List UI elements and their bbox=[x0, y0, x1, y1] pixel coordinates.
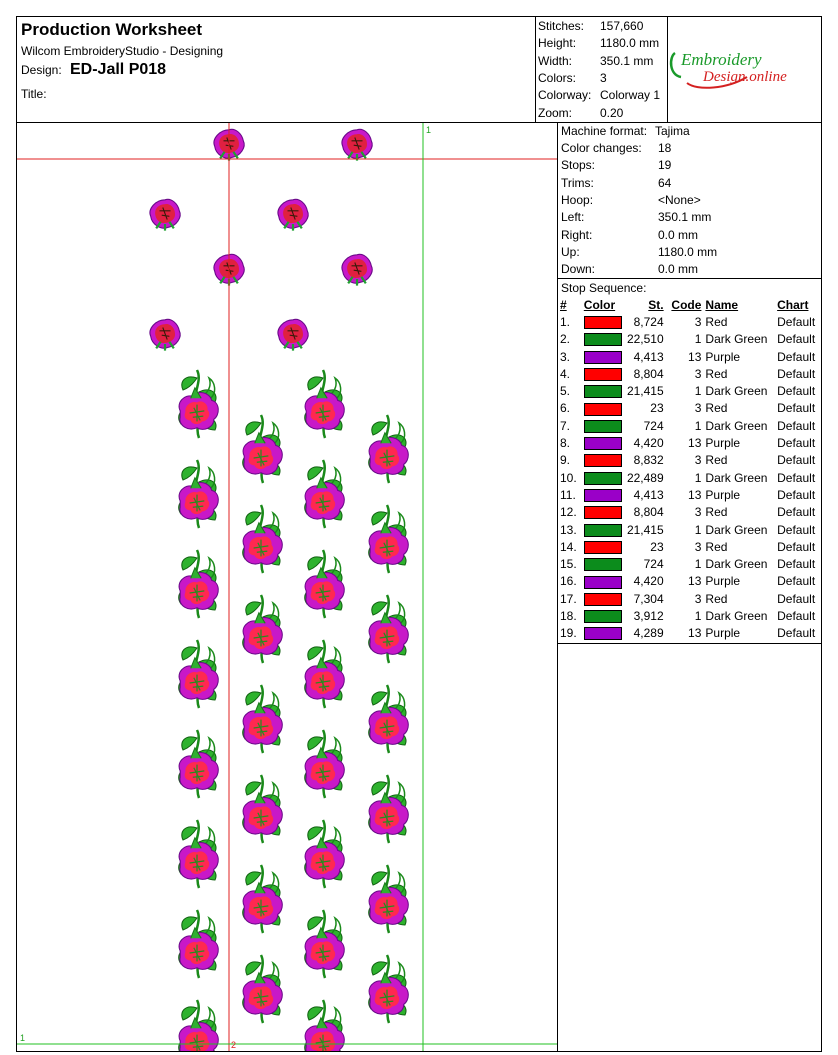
stop-color bbox=[584, 348, 622, 365]
stop-stitches: 724 bbox=[643, 418, 664, 433]
rose-motif bbox=[150, 319, 180, 350]
table-row bbox=[560, 400, 821, 417]
col-chart: Chart bbox=[777, 297, 809, 312]
table-row bbox=[560, 590, 821, 607]
stop-stitches: 724 bbox=[643, 557, 664, 572]
col-code: Code bbox=[671, 297, 702, 312]
stop-code: 3 bbox=[694, 453, 702, 468]
stop-num: 8. bbox=[560, 436, 571, 451]
color-swatch bbox=[584, 576, 622, 589]
color-swatch bbox=[584, 420, 622, 433]
stop-name: Dark Green bbox=[705, 470, 768, 485]
stop-stitches: 22,489 bbox=[626, 470, 664, 485]
table-row bbox=[560, 521, 821, 538]
stop-code: 1 bbox=[694, 470, 702, 485]
color-swatch bbox=[584, 610, 622, 623]
rose-motif bbox=[342, 129, 372, 160]
stop-color bbox=[584, 607, 622, 624]
col-num: # bbox=[560, 297, 567, 312]
stop-code: 1 bbox=[694, 384, 702, 399]
rose-motif bbox=[278, 319, 308, 350]
stop-name: Red bbox=[705, 366, 728, 381]
logo-text-1: Embroidery bbox=[681, 50, 762, 69]
stop-color bbox=[584, 382, 622, 399]
stop-color bbox=[584, 504, 622, 521]
page-title: Production Worksheet bbox=[21, 20, 203, 39]
stop-chart: Default bbox=[777, 626, 816, 641]
stop-name: Purple bbox=[705, 349, 741, 364]
col-color: Color bbox=[583, 297, 616, 312]
stop-color bbox=[584, 365, 622, 382]
stop-num: 14. bbox=[560, 539, 577, 554]
guide-marker-bottom: 2 bbox=[231, 1040, 237, 1050]
stop-stitches: 4,289 bbox=[633, 626, 664, 641]
stat-zoom: Zoom: 0.20 bbox=[538, 106, 624, 120]
stat-height: Height: 1180.0 mm bbox=[538, 36, 660, 50]
stop-code: 1 bbox=[694, 608, 702, 623]
stop-chart: Default bbox=[777, 366, 816, 381]
stat-width: Width: 350.1 mm bbox=[538, 54, 654, 68]
stop-chart: Default bbox=[777, 522, 816, 537]
stop-sequence-heading: Stop Sequence: bbox=[561, 281, 647, 295]
table-row bbox=[560, 469, 821, 486]
stop-num: 18. bbox=[560, 608, 577, 623]
stop-stitches: 21,415 bbox=[626, 384, 664, 399]
table-row bbox=[560, 486, 821, 503]
stop-code: 13 bbox=[688, 349, 702, 364]
stop-name: Red bbox=[705, 505, 728, 520]
stop-stitches: 3,912 bbox=[633, 608, 664, 623]
stop-code: 3 bbox=[694, 591, 702, 606]
color-swatch bbox=[584, 454, 622, 467]
stop-name: Red bbox=[705, 539, 728, 554]
guide-marker-top: 1 bbox=[426, 125, 432, 135]
stop-color bbox=[584, 486, 622, 503]
info-up: Up: 1180.0 mm bbox=[561, 245, 718, 259]
design-stats bbox=[535, 17, 668, 122]
stop-chart: Default bbox=[777, 608, 816, 623]
stop-color bbox=[584, 538, 622, 555]
stop-code: 3 bbox=[694, 401, 702, 416]
info-hoop: Hoop: <None> bbox=[561, 193, 701, 207]
col-stitches: St. bbox=[648, 297, 664, 312]
stop-num: 6. bbox=[560, 401, 571, 416]
stop-color bbox=[584, 452, 622, 469]
stop-code: 3 bbox=[694, 505, 702, 520]
stop-code: 1 bbox=[694, 418, 702, 433]
stop-chart: Default bbox=[777, 557, 816, 572]
stat-stitches: Stitches: 157,660 bbox=[538, 19, 644, 33]
color-swatch bbox=[584, 489, 622, 502]
color-swatch bbox=[584, 333, 622, 346]
table-row bbox=[560, 313, 821, 330]
stop-num: 1. bbox=[560, 314, 571, 329]
stop-stitches: 4,420 bbox=[633, 574, 664, 589]
stop-chart: Default bbox=[777, 401, 816, 416]
stop-color bbox=[584, 521, 622, 538]
info-left: Left: 350.1 mm bbox=[561, 210, 712, 224]
stop-code: 13 bbox=[688, 487, 702, 502]
stop-chart: Default bbox=[777, 574, 816, 589]
stop-stitches: 4,413 bbox=[633, 487, 664, 502]
design-preview bbox=[17, 123, 558, 1051]
color-swatch bbox=[584, 472, 622, 485]
stop-chart: Default bbox=[777, 349, 816, 364]
stop-stitches: 8,724 bbox=[633, 314, 664, 329]
stop-num: 5. bbox=[560, 384, 571, 399]
table-row bbox=[560, 625, 821, 642]
table-row bbox=[560, 382, 821, 399]
production-worksheet bbox=[16, 16, 822, 1052]
stop-code: 1 bbox=[694, 557, 702, 572]
stop-stitches: 8,804 bbox=[633, 366, 664, 381]
stop-num: 9. bbox=[560, 453, 571, 468]
stop-num: 15. bbox=[560, 557, 577, 572]
stop-num: 2. bbox=[560, 332, 571, 347]
color-swatch bbox=[584, 627, 622, 640]
stop-num: 10. bbox=[560, 470, 577, 485]
stop-name: Dark Green bbox=[705, 557, 768, 572]
color-swatch bbox=[584, 437, 622, 450]
table-row bbox=[560, 331, 821, 348]
brand-logo bbox=[667, 17, 821, 122]
stop-stitches: 4,413 bbox=[633, 349, 664, 364]
color-swatch bbox=[584, 541, 622, 554]
stop-code: 3 bbox=[694, 366, 702, 381]
table-row bbox=[560, 504, 821, 521]
embroidery-pattern bbox=[17, 123, 557, 1051]
stop-code: 1 bbox=[694, 332, 702, 347]
stop-code: 3 bbox=[694, 314, 702, 329]
stop-color bbox=[584, 331, 622, 348]
stop-name: Purple bbox=[705, 436, 741, 451]
stop-chart: Default bbox=[777, 418, 816, 433]
logo-text-2: Design.online bbox=[703, 69, 787, 85]
stop-chart: Default bbox=[777, 470, 816, 485]
table-row bbox=[560, 417, 821, 434]
software-name: Wilcom EmbroideryStudio - Designing bbox=[21, 44, 224, 58]
stop-stitches: 23 bbox=[650, 401, 664, 416]
title-label: Title: bbox=[21, 87, 47, 101]
stop-color bbox=[584, 590, 622, 607]
rose-motif bbox=[342, 254, 372, 285]
table-row bbox=[560, 607, 821, 624]
color-swatch bbox=[584, 593, 622, 606]
stop-chart: Default bbox=[777, 539, 816, 554]
stop-stitches: 23 bbox=[650, 539, 664, 554]
stop-chart: Default bbox=[777, 453, 816, 468]
info-down: Down: 0.0 mm bbox=[561, 262, 699, 276]
table-row bbox=[560, 573, 821, 590]
stop-name: Dark Green bbox=[705, 332, 768, 347]
color-swatch bbox=[584, 368, 622, 381]
stop-stitches: 22,510 bbox=[626, 332, 664, 347]
stop-sequence bbox=[558, 278, 821, 644]
stop-stitches: 7,304 bbox=[633, 591, 664, 606]
rose-motif bbox=[150, 199, 180, 230]
stop-name: Purple bbox=[705, 626, 741, 641]
table-header-row bbox=[560, 296, 821, 313]
stop-name: Dark Green bbox=[705, 522, 768, 537]
stop-color bbox=[584, 625, 622, 642]
color-swatch bbox=[584, 558, 622, 571]
stop-name: Dark Green bbox=[705, 384, 768, 399]
table-row bbox=[560, 538, 821, 555]
info-right: Right: 0.0 mm bbox=[561, 228, 699, 242]
stop-chart: Default bbox=[777, 505, 816, 520]
stop-name: Purple bbox=[705, 487, 741, 502]
table-row bbox=[560, 555, 821, 572]
stop-num: 16. bbox=[560, 574, 577, 589]
stop-code: 13 bbox=[688, 626, 702, 641]
stop-chart: Default bbox=[777, 314, 816, 329]
stop-color bbox=[584, 313, 622, 330]
stop-color bbox=[584, 469, 622, 486]
stop-chart: Default bbox=[777, 591, 816, 606]
color-swatch bbox=[584, 316, 622, 329]
table-row bbox=[560, 348, 821, 365]
info-machine-format: Machine format: Tajima bbox=[561, 124, 690, 138]
stop-color bbox=[584, 434, 622, 451]
stop-num: 12. bbox=[560, 505, 577, 520]
stop-stitches: 8,804 bbox=[633, 505, 664, 520]
stop-code: 13 bbox=[688, 574, 702, 589]
color-swatch bbox=[584, 351, 622, 364]
stop-num: 3. bbox=[560, 349, 571, 364]
color-swatch bbox=[584, 506, 622, 519]
stop-chart: Default bbox=[777, 384, 816, 399]
stop-num: 11. bbox=[560, 487, 576, 502]
stat-colors: Colors: 3 bbox=[538, 71, 607, 85]
color-swatch bbox=[584, 403, 622, 416]
color-swatch bbox=[584, 385, 622, 398]
stop-name: Red bbox=[705, 314, 728, 329]
info-trims: Trims: 64 bbox=[561, 176, 672, 190]
stop-name: Red bbox=[705, 401, 728, 416]
design-label: Design: bbox=[21, 63, 62, 77]
col-name: Name bbox=[705, 297, 739, 312]
stop-sequence-table bbox=[560, 296, 821, 642]
stop-num: 7. bbox=[560, 418, 571, 433]
stop-name: Red bbox=[705, 591, 728, 606]
stop-name: Dark Green bbox=[705, 608, 768, 623]
stop-stitches: 4,420 bbox=[633, 436, 664, 451]
stop-chart: Default bbox=[777, 487, 816, 502]
stop-num: 4. bbox=[560, 366, 571, 381]
stop-stitches: 21,415 bbox=[626, 522, 664, 537]
stop-code: 13 bbox=[688, 436, 702, 451]
stop-code: 1 bbox=[694, 522, 702, 537]
stat-colorway: Colorway: Colorway 1 bbox=[538, 88, 661, 102]
table-row bbox=[560, 365, 821, 382]
table-row bbox=[560, 452, 821, 469]
design-name: ED-Jall P018 bbox=[70, 61, 167, 78]
info-color-changes: Color changes: 18 bbox=[561, 141, 672, 155]
stop-color bbox=[584, 400, 622, 417]
stop-color bbox=[584, 555, 622, 572]
stop-color bbox=[584, 573, 622, 590]
stop-num: 17. bbox=[560, 591, 577, 606]
stop-chart: Default bbox=[777, 436, 816, 451]
stop-num: 19. bbox=[560, 626, 577, 641]
table-row bbox=[560, 434, 821, 451]
stop-num: 13. bbox=[560, 522, 577, 537]
rose-motif bbox=[278, 199, 308, 230]
color-swatch bbox=[584, 524, 622, 537]
info-stops: Stops: 19 bbox=[561, 158, 672, 172]
stop-chart: Default bbox=[777, 332, 816, 347]
worksheet-header bbox=[17, 17, 821, 123]
stop-stitches: 8,832 bbox=[633, 453, 664, 468]
guide-marker-corner: 1 bbox=[20, 1033, 26, 1043]
stop-name: Dark Green bbox=[705, 418, 768, 433]
stop-name: Red bbox=[705, 453, 728, 468]
stop-code: 3 bbox=[694, 539, 702, 554]
stop-color bbox=[584, 417, 622, 434]
stop-name: Purple bbox=[705, 574, 741, 589]
